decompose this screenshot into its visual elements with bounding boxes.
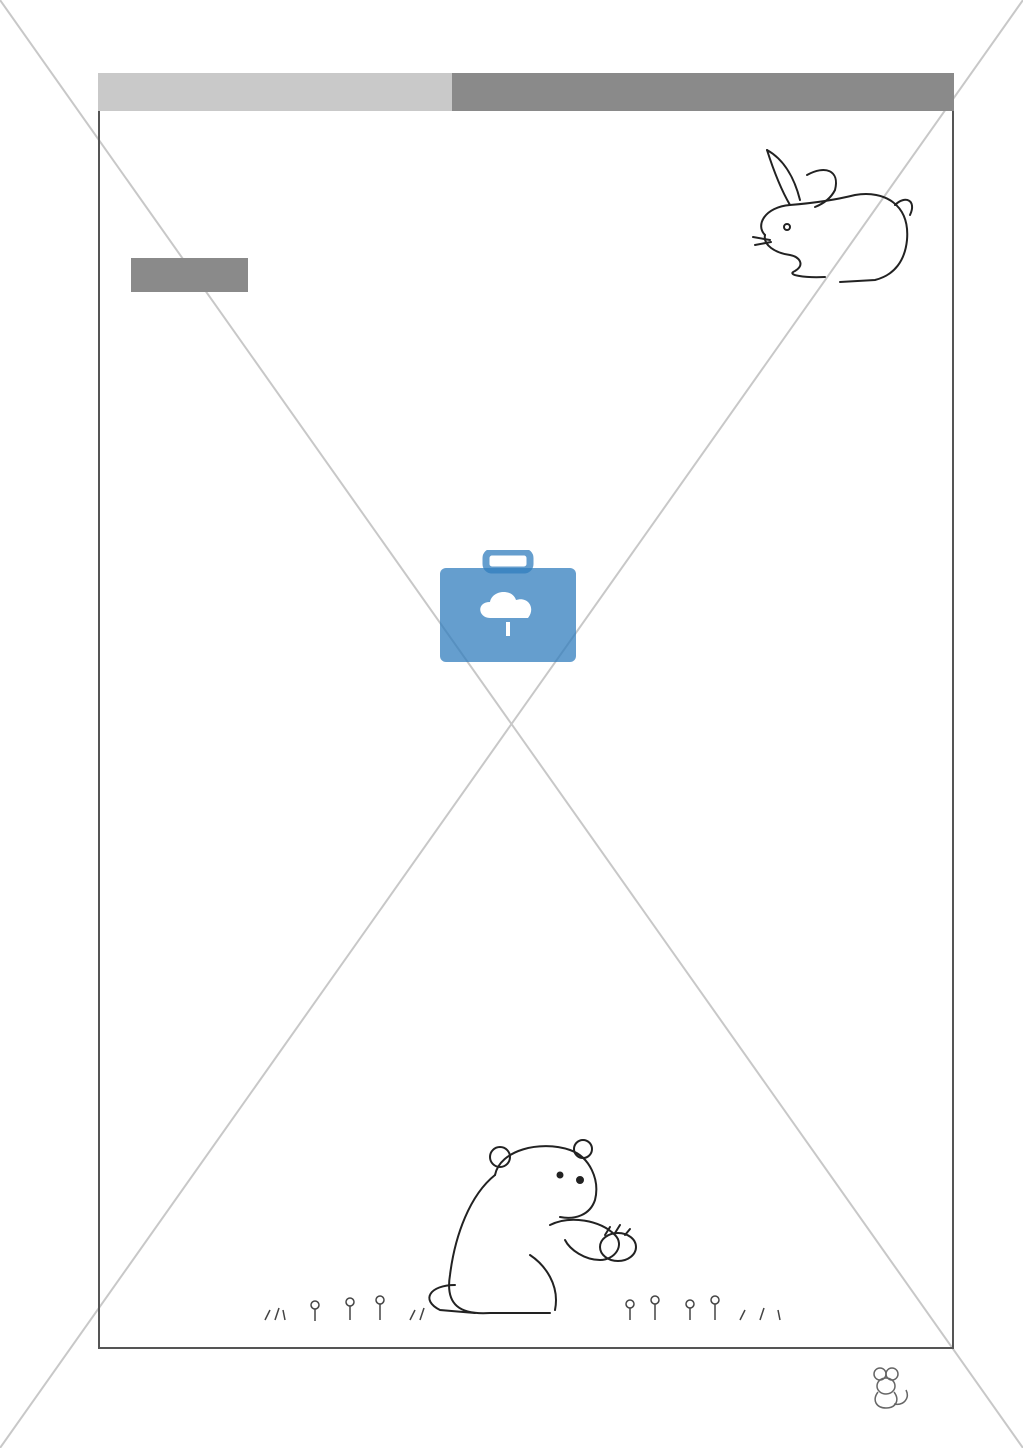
- mouse-icon: [858, 1364, 914, 1412]
- header-bar: [98, 73, 954, 111]
- grass-flowers: [260, 1290, 800, 1330]
- name-label: [98, 73, 452, 111]
- briefcase-watermark-icon: [438, 550, 578, 665]
- header-title: [452, 73, 954, 111]
- exercise-badge: [131, 258, 248, 292]
- rabbit-illustration: [745, 145, 925, 295]
